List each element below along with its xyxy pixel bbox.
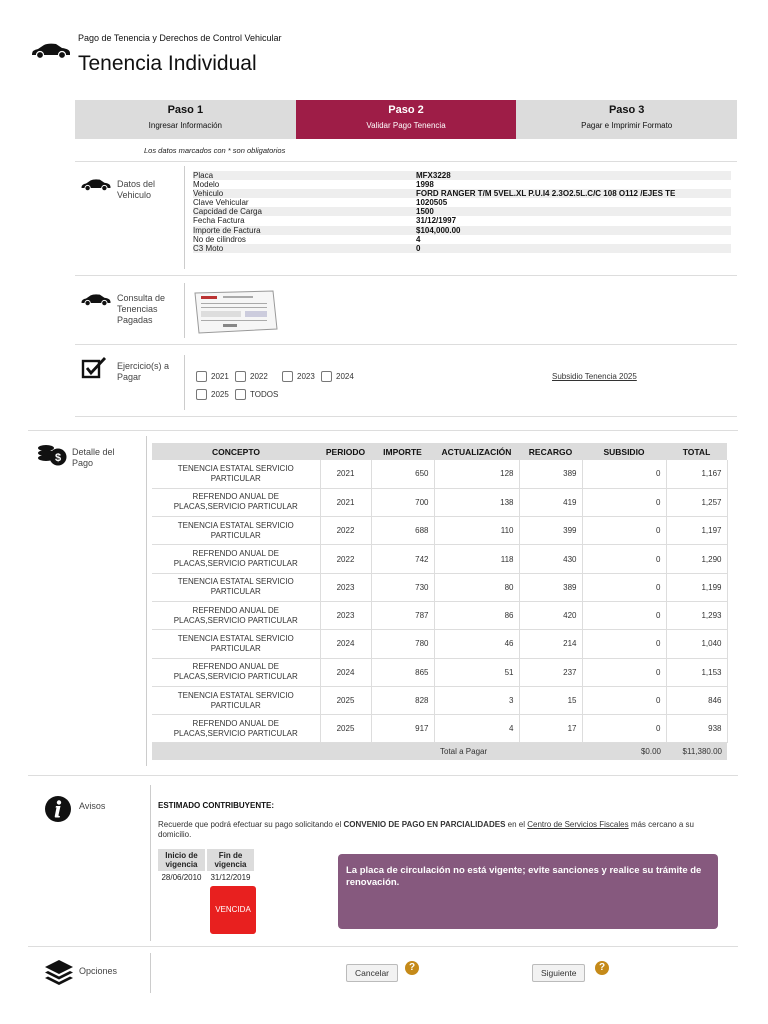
divider — [184, 283, 185, 338]
table-cell: 0 — [582, 658, 666, 686]
help-icon[interactable]: ? — [595, 961, 609, 975]
table-cell — [371, 743, 434, 760]
table-cell: 2022 — [320, 517, 371, 545]
document-thumbnail-icon[interactable] — [193, 289, 279, 335]
vehicle-field-value: 0 — [416, 243, 421, 253]
table-cell: 780 — [371, 630, 434, 658]
table-cell: 1,167 — [666, 460, 727, 488]
divider — [75, 275, 737, 276]
table-cell: TENENCIA ESTATAL SERVICIO PARTICULAR — [152, 573, 320, 601]
table-cell: 17 — [519, 715, 582, 743]
avisos-text: Recuerde que podrá efectuar su pago solicitando el — [158, 820, 344, 829]
step-2[interactable] — [296, 100, 517, 139]
table-cell: 46 — [434, 630, 519, 658]
table-cell: 214 — [519, 630, 582, 658]
help-icon[interactable]: ? — [405, 961, 419, 975]
vehicle-field-value: FORD RANGER T/M 5VEL.XL P.U.I4 2.3O2.5L.C/C 108 O112 /EJES TE — [416, 189, 676, 199]
table-row — [152, 517, 727, 545]
step-3-label: Paso 3 — [608, 104, 645, 116]
table-row — [152, 715, 727, 743]
table-row — [152, 460, 727, 488]
svg-text:$: $ — [54, 452, 62, 464]
table-cell: REFRENDO ANUAL DE PLACAS,SERVICIO PARTICULAR — [152, 601, 320, 629]
status-badge: VENCIDA — [210, 886, 256, 934]
step-1-sub: Ingresar Información — [148, 121, 223, 130]
table-cell: 389 — [519, 573, 582, 601]
vehicle-data-row — [193, 244, 731, 253]
section-label-detalle: Detalle del Pago — [72, 447, 115, 468]
divider — [28, 430, 738, 431]
vehicle-field-label: Fecha Factura — [193, 216, 245, 226]
coins-dollar-icon — [37, 444, 67, 466]
vehicle-field-label: Capcidad de Carga — [193, 207, 262, 217]
cancel-button[interactable]: Cancelar — [346, 964, 398, 982]
table-row — [152, 601, 727, 629]
divider — [75, 161, 737, 162]
vehicle-field-value: MFX3228 — [416, 171, 451, 180]
table-cell — [152, 743, 320, 760]
next-button[interactable]: Siguiente — [532, 964, 585, 982]
car-icon — [30, 42, 72, 60]
vehicle-field-label: Importe de Factura — [193, 225, 261, 235]
table-cell: 3 — [434, 686, 519, 714]
divider — [150, 953, 151, 993]
step-3[interactable] — [516, 100, 737, 139]
year-todos-label: TODOS — [250, 390, 279, 399]
vehicle-data-row — [193, 216, 731, 225]
table-cell: 865 — [371, 658, 434, 686]
column-header: IMPORTE — [371, 443, 434, 460]
section-label-opciones: Opciones — [79, 966, 118, 976]
divider — [75, 344, 737, 345]
year-2024-checkbox[interactable] — [321, 371, 354, 382]
step-bar — [75, 100, 737, 139]
alert-box: La placa de circulación no está vigente; evite sanciones y realice su trámite de renovación. — [338, 854, 718, 929]
table-cell: 86 — [434, 601, 519, 629]
year-2023-label: 2023 — [297, 372, 315, 381]
year-2022-label: 2022 — [250, 372, 268, 381]
table-cell: 730 — [371, 573, 434, 601]
table-cell: 0 — [582, 630, 666, 658]
table-cell: 419 — [519, 488, 582, 516]
total-subsidio: $0.00 — [582, 743, 666, 760]
table-cell: 1,293 — [666, 601, 727, 629]
avisos-text: en el — [505, 820, 528, 829]
year-todos-checkbox[interactable] — [235, 389, 278, 400]
table-cell: 2023 — [320, 573, 371, 601]
checkbox-box[interactable] — [282, 371, 293, 382]
vigencia-start-header: Inicio de vigencia — [158, 849, 205, 871]
table-cell: 118 — [434, 545, 519, 573]
year-2025-checkbox[interactable] — [196, 389, 229, 400]
table-cell — [519, 743, 582, 760]
table-cell: REFRENDO ANUAL DE PLACAS,SERVICIO PARTICULAR — [152, 545, 320, 573]
section-label-ejercicios: Ejercicio(s) a Pagar — [117, 361, 170, 382]
step-1[interactable] — [75, 100, 296, 139]
table-cell: 2025 — [320, 715, 371, 743]
table-row — [152, 573, 727, 601]
vigencia-table — [158, 849, 254, 882]
vehicle-field-value: 4 — [416, 234, 421, 244]
year-2023-checkbox[interactable] — [282, 371, 315, 382]
avisos-text: más cercano a su domicilio. — [158, 820, 694, 839]
table-row — [152, 658, 727, 686]
divider — [184, 355, 185, 410]
step-3-sub: Pagar e Imprimir Formato — [581, 121, 673, 130]
car-icon — [80, 293, 112, 307]
vehicle-field-label: C3 Moto — [193, 243, 224, 253]
divider — [184, 166, 185, 269]
checkbox-box[interactable] — [235, 389, 246, 400]
checkbox-box[interactable] — [235, 371, 246, 382]
table-cell: 128 — [434, 460, 519, 488]
table-cell: 688 — [371, 517, 434, 545]
table-cell: 0 — [582, 460, 666, 488]
vehicle-field-label: No de cilindros — [193, 234, 246, 244]
table-cell: TENENCIA ESTATAL SERVICIO PARTICULAR — [152, 630, 320, 658]
column-header: CONCEPTO — [152, 443, 320, 460]
table-cell: 2021 — [320, 460, 371, 488]
table-cell: 430 — [519, 545, 582, 573]
table-cell: 51 — [434, 658, 519, 686]
checkbox-box[interactable] — [196, 389, 207, 400]
table-cell: TENENCIA ESTATAL SERVICIO PARTICULAR — [152, 460, 320, 488]
table-cell: 0 — [582, 686, 666, 714]
table-row — [152, 686, 727, 714]
table-cell: 389 — [519, 460, 582, 488]
vigencia-end: 31/12/2019 — [210, 873, 251, 882]
table-cell: 110 — [434, 517, 519, 545]
divider — [150, 785, 151, 941]
table-cell: 828 — [371, 686, 434, 714]
table-cell: 0 — [582, 488, 666, 516]
breadcrumb: Pago de Tenencia y Derechos de Control Vehicular — [78, 33, 282, 43]
checkbox-box[interactable] — [321, 371, 332, 382]
centro-servicios-link[interactable]: Centro de Servicios Fiscales — [527, 820, 629, 829]
table-cell: REFRENDO ANUAL DE PLACAS,SERVICIO PARTICULAR — [152, 715, 320, 743]
table-cell: 742 — [371, 545, 434, 573]
required-note: Los datos marcados con * son obligatorios — [144, 146, 286, 155]
column-header: SUBSIDIO — [582, 443, 666, 460]
payment-detail-table — [152, 443, 728, 760]
table-cell: TENENCIA ESTATAL SERVICIO PARTICULAR — [152, 517, 320, 545]
layers-icon — [43, 958, 75, 986]
column-header: TOTAL — [666, 443, 727, 460]
table-row — [152, 630, 727, 658]
table-cell: 2023 — [320, 601, 371, 629]
total-label: Total a Pagar — [434, 743, 519, 760]
table-cell: 2022 — [320, 545, 371, 573]
table-cell: 0 — [582, 715, 666, 743]
table-cell: REFRENDO ANUAL DE PLACAS,SERVICIO PARTICULAR — [152, 658, 320, 686]
divider — [146, 436, 147, 766]
vehicle-field-value: 1500 — [416, 207, 434, 217]
table-cell: 938 — [666, 715, 727, 743]
car-icon — [80, 178, 112, 192]
table-row — [152, 488, 727, 516]
table-cell: 1,290 — [666, 545, 727, 573]
table-cell: 1,197 — [666, 517, 727, 545]
table-cell: 2021 — [320, 488, 371, 516]
section-label-avisos: Avisos — [79, 801, 106, 811]
vehicle-field-label: Vehiculo — [193, 189, 224, 199]
vehicle-data-row — [193, 180, 731, 189]
vehicle-field-value: 1020505 — [416, 198, 448, 208]
vehicle-field-value: $104,000.00 — [416, 225, 461, 235]
step-1-label: Paso 1 — [167, 104, 204, 116]
vehicle-data-row — [193, 207, 731, 216]
table-cell: 420 — [519, 601, 582, 629]
table-cell: 917 — [371, 715, 434, 743]
year-2022-checkbox[interactable] — [235, 371, 268, 382]
vehicle-data-row — [193, 189, 731, 198]
table-cell: 1,199 — [666, 573, 727, 601]
table-cell: 237 — [519, 658, 582, 686]
table-cell: 80 — [434, 573, 519, 601]
step-2-sub: Validar Pago Tenencia — [366, 121, 446, 130]
table-cell: 846 — [666, 686, 727, 714]
vehicle-data-row — [193, 198, 731, 207]
vehicle-data-row — [193, 171, 731, 180]
vehicle-field-label: Clave Vehicular — [193, 198, 249, 208]
vehicle-data-row — [193, 235, 731, 244]
avisos-heading: ESTIMADO CONTRIBUYENTE: — [158, 801, 274, 810]
table-cell: 2024 — [320, 658, 371, 686]
table-cell: REFRENDO ANUAL DE PLACAS,SERVICIO PARTICULAR — [152, 488, 320, 516]
subsidio-link[interactable]: Subsidio Tenencia 2025 — [552, 372, 637, 381]
year-2025-label: 2025 — [211, 390, 229, 399]
total-row — [152, 743, 727, 760]
convenio-text: CONVENIO DE PAGO EN PARCIALIDADES — [343, 820, 506, 829]
table-cell: 2025 — [320, 686, 371, 714]
page-title: Tenencia Individual — [78, 52, 257, 75]
table-cell: 0 — [582, 573, 666, 601]
step-2-label: Paso 2 — [388, 104, 424, 116]
table-cell: 0 — [582, 601, 666, 629]
vehicle-field-label: Placa — [193, 171, 214, 180]
table-cell: 4 — [434, 715, 519, 743]
table-cell: 700 — [371, 488, 434, 516]
checkbox-checked-icon — [81, 356, 107, 380]
vehicle-data-grid — [193, 171, 731, 253]
table-cell: 1,257 — [666, 488, 727, 516]
table-cell: 2024 — [320, 630, 371, 658]
total-amount: $11,380.00 — [666, 743, 727, 760]
column-header: PERIODO — [320, 443, 371, 460]
year-2021-label: 2021 — [211, 372, 229, 381]
vehicle-field-label: Modelo — [193, 180, 220, 190]
vehicle-data-row — [193, 226, 731, 235]
table-cell: 138 — [434, 488, 519, 516]
info-icon — [45, 796, 71, 822]
table-cell: 1,040 — [666, 630, 727, 658]
vigencia-start: 28/06/2010 — [161, 873, 202, 882]
table-cell — [320, 743, 371, 760]
year-2024-label: 2024 — [336, 372, 354, 381]
checkbox-box[interactable] — [196, 371, 207, 382]
vigencia-end-header: Fin de vigencia — [207, 849, 254, 871]
column-header: RECARGO — [519, 443, 582, 460]
table-cell: 787 — [371, 601, 434, 629]
vehicle-field-value: 31/12/1997 — [416, 216, 457, 226]
avisos-message — [158, 820, 728, 840]
vehicle-field-value: 1998 — [416, 180, 434, 190]
divider — [28, 775, 738, 776]
year-2021-checkbox[interactable] — [196, 371, 229, 382]
table-cell: 0 — [582, 545, 666, 573]
table-cell: TENENCIA ESTATAL SERVICIO PARTICULAR — [152, 686, 320, 714]
column-header: ACTUALIZACIÓN — [434, 443, 519, 460]
section-label-consulta: Consulta de Tenencias Pagadas — [117, 293, 166, 325]
divider — [28, 946, 738, 947]
divider — [75, 416, 737, 417]
table-cell: 15 — [519, 686, 582, 714]
table-row — [152, 545, 727, 573]
table-cell: 399 — [519, 517, 582, 545]
table-cell: 650 — [371, 460, 434, 488]
table-cell: 0 — [582, 517, 666, 545]
table-cell: 1,153 — [666, 658, 727, 686]
section-label-vehiculo: Datos del Vehiculo — [117, 179, 156, 200]
